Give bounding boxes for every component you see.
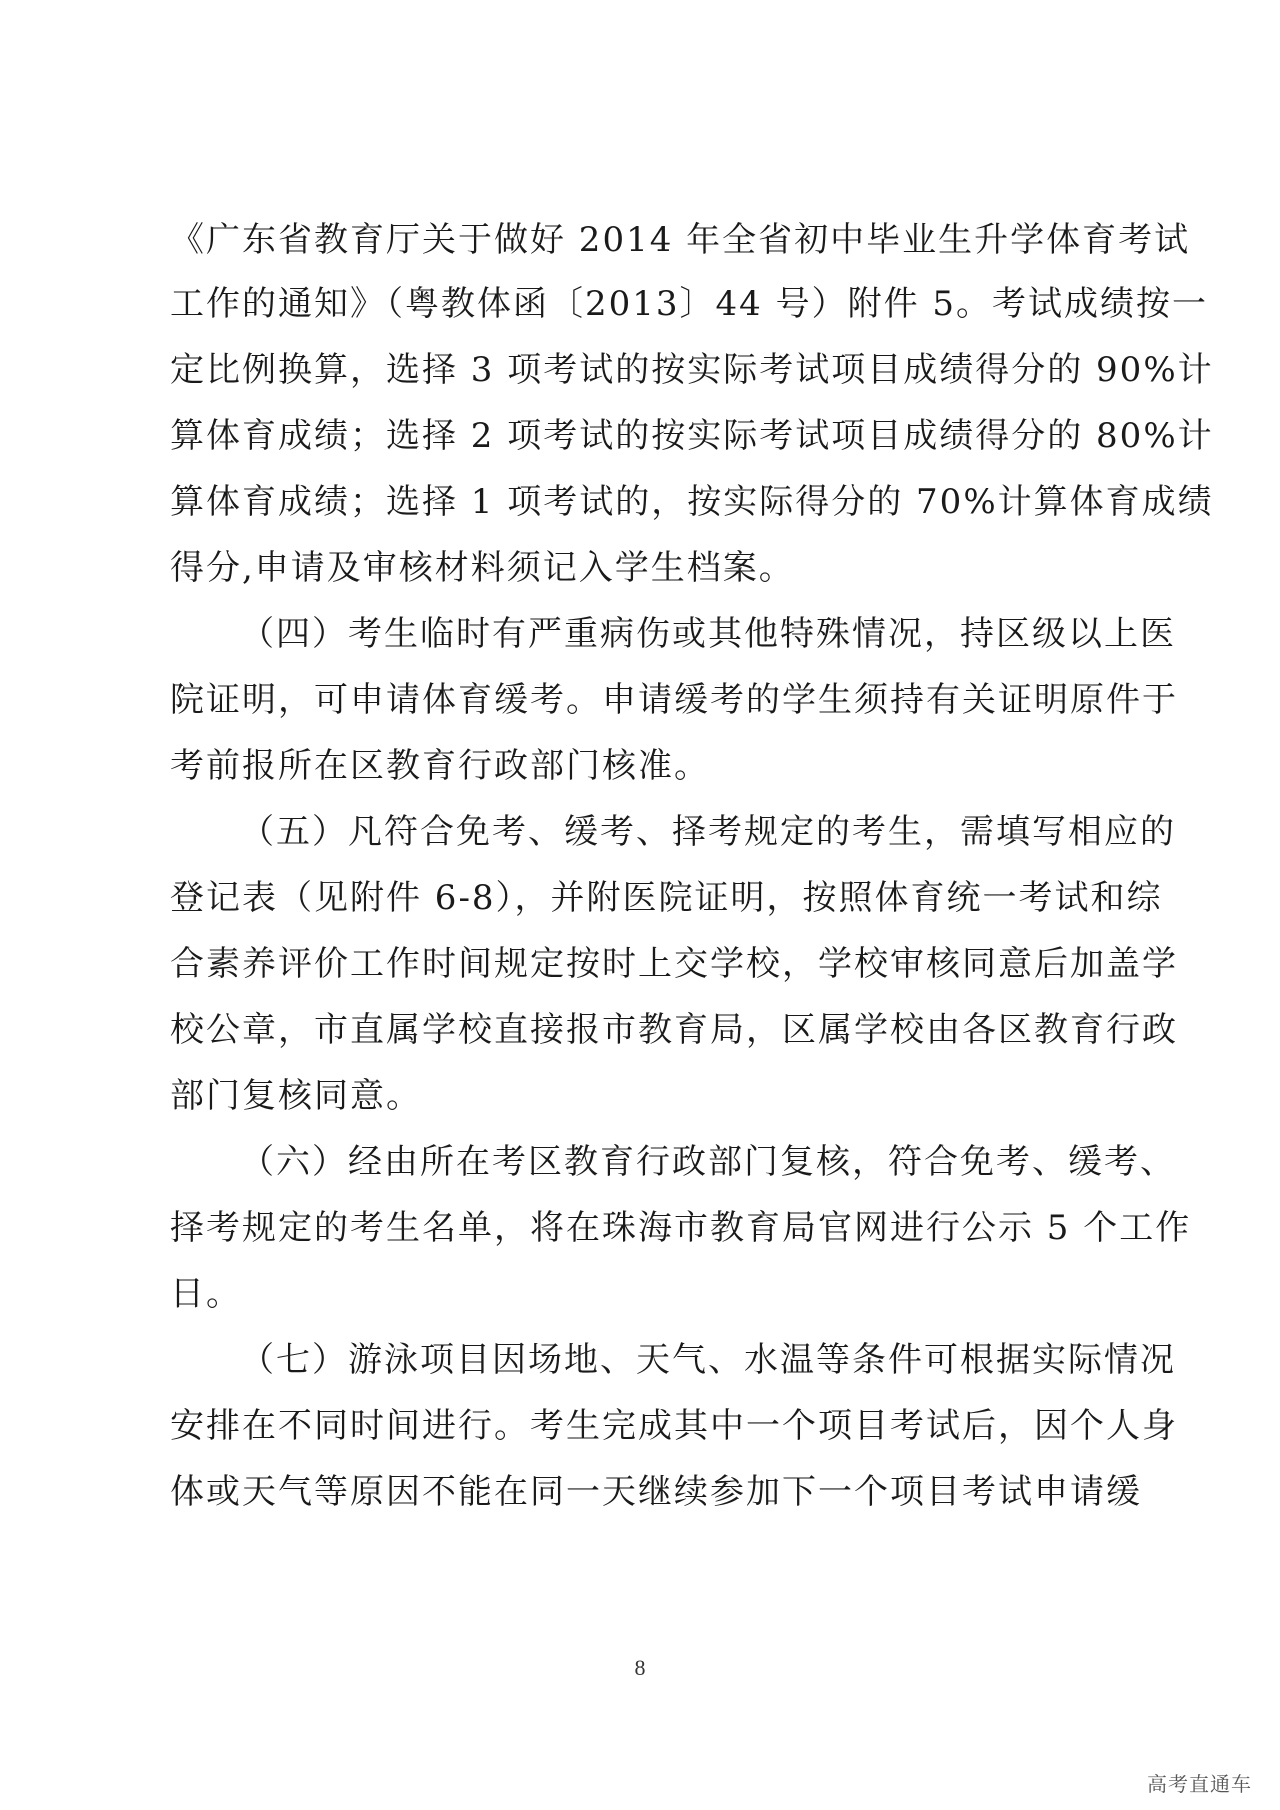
text-line: 择考规定的考生名单，将在珠海市教育局官网进行公示 5 个工作	[170, 1208, 1192, 1248]
text-line-paragraph-start: （六）经由所在考区教育行政部门复核，符合免考、缓考、	[240, 1142, 1176, 1182]
text-line: 得分,申请及审核材料须记入学生档案。	[170, 548, 795, 588]
text-line: 部门复核同意。	[170, 1076, 422, 1116]
text-line-paragraph-start: （七）游泳项目因场地、天气、水温等条件可根据实际情况	[240, 1340, 1176, 1380]
text-line: 校公章，市直属学校直接报市教育局，区属学校由各区教育行政	[170, 1010, 1178, 1050]
text-line: 体或天气等原因不能在同一天继续参加下一个项目考试申请缓	[170, 1472, 1142, 1512]
text-line: 算体育成绩；选择 2 项考试的按实际考试项目成绩得分的 80%计	[170, 416, 1214, 456]
text-line: 日。	[170, 1274, 242, 1314]
text-line: 院证明，可申请体育缓考。申请缓考的学生须持有关证明原件于	[170, 680, 1178, 720]
text-line: 算体育成绩；选择 1 项考试的，按实际得分的 70%计算体育成绩	[170, 482, 1214, 522]
text-line: 工作的通知》（粤教体函〔2013〕44 号）附件 5。考试成绩按一	[170, 284, 1209, 324]
text-line: 合素养评价工作时间规定按时上交学校，学校审核同意后加盖学	[170, 944, 1178, 984]
text-line-paragraph-start: （五）凡符合免考、缓考、择考规定的考生，需填写相应的	[240, 812, 1176, 852]
text-line: 考前报所在区教育行政部门核准。	[170, 746, 710, 786]
text-line: 定比例换算，选择 3 项考试的按实际考试项目成绩得分的 90%计	[170, 350, 1214, 390]
text-line: 登记表（见附件 6-8），并附医院证明，按照体育统一考试和综	[170, 878, 1163, 918]
text-line-paragraph-start: （四）考生临时有严重病伤或其他特殊情况，持区级以上医	[240, 614, 1176, 654]
watermark-text: 高考直通车	[1147, 1772, 1252, 1796]
page-number: 8	[634, 1655, 646, 1680]
text-line: 安排在不同时间进行。考生完成其中一个项目考试后，因个人身	[170, 1406, 1178, 1446]
text-line: 《广东省教育厅关于做好 2014 年全省初中毕业生升学体育考试	[170, 220, 1191, 260]
